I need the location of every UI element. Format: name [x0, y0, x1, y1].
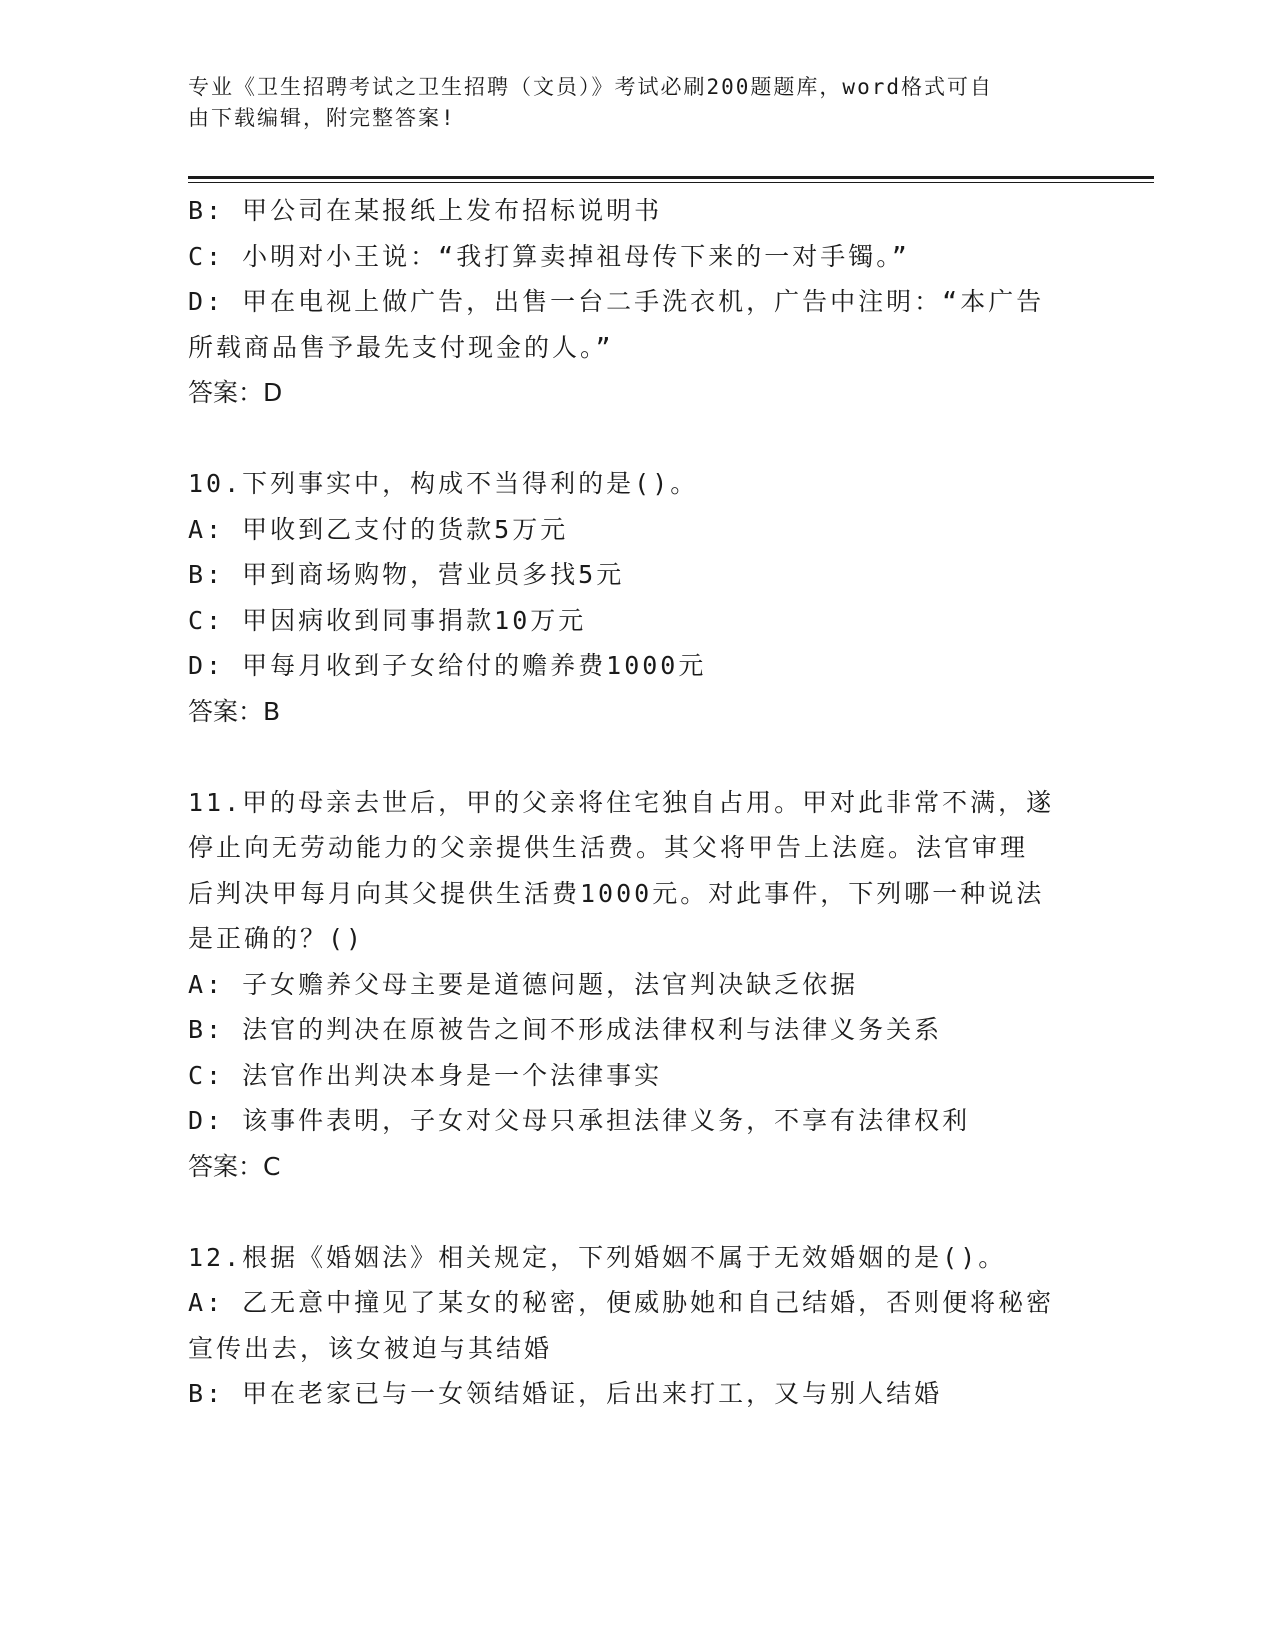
- question-stem: 12.根据《婚姻法》相关规定，下列婚姻不属于无效婚姻的是()。: [188, 1242, 1007, 1272]
- answer-label: 答案：B: [188, 696, 281, 726]
- option-d: D: 该事件表明，子女对父母只承担法律义务，不享有法律权利: [188, 1106, 971, 1135]
- header-line-2: 由下载编辑，附完整答案!: [188, 106, 456, 130]
- option-d-continued: 所载商品售予最先支付现金的人。”: [188, 332, 614, 362]
- spacer: [188, 734, 1068, 780]
- question-stem-continued: 停止向无劳动能力的父亲提供生活费。其父将甲告上法庭。法官审理: [188, 833, 1029, 862]
- option-b: B: 甲到商场购物，营业员多找5元: [188, 560, 625, 589]
- question-stem-continued: 是正确的？(): [188, 924, 365, 953]
- option-b: B: 甲在老家已与一女领结婚证，后出来打工，又与别人结婚: [188, 1379, 943, 1408]
- document-header: [188, 72, 1068, 134]
- option-a: A: 子女赡养父母主要是道德问题，法官判决缺乏依据: [188, 969, 859, 999]
- option-a: A: 甲收到乙支付的货款5万元: [188, 514, 569, 544]
- spacer: [188, 416, 1068, 462]
- header-rule-thick: [188, 176, 1154, 179]
- option-b: B: 法官的判决在原被告之间不形成法律权利与法律义务关系: [188, 1015, 943, 1044]
- question-stem: 10.下列事实中，构成不当得利的是()。: [188, 469, 699, 498]
- question-11: [188, 780, 1068, 1190]
- answer-label: 答案：C: [188, 1151, 281, 1181]
- header-line-1: 专业《卫生招聘考试之卫生招聘（文员）》考试必刷200题题库，word格式可自: [188, 75, 993, 99]
- question-12: [188, 1235, 1068, 1417]
- question-10: [188, 461, 1068, 734]
- answer-label: 答案：D: [188, 378, 283, 407]
- spacer: [188, 1189, 1068, 1235]
- option-d: D: 甲每月收到子女给付的赡养费1000元: [188, 651, 707, 680]
- question-stem-continued: 后判决甲每月向其父提供生活费1000元。对此事件，下列哪一种说法: [188, 878, 1045, 908]
- option-d: D: 甲在电视上做广告，出售一台二手洗衣机，广告中注明：“本广告: [188, 287, 1045, 316]
- option-a-continued: 宣传出去，该女被迫与其结婚: [188, 1333, 553, 1363]
- option-b: B: 甲公司在某报纸上发布招标说明书: [188, 196, 663, 225]
- option-a: A: 乙无意中撞见了某女的秘密，便威胁她和自己结婚，否则便将秘密: [188, 1288, 1055, 1317]
- header-rule-thin: [188, 182, 1154, 183]
- option-c: C: 法官作出判决本身是一个法律事实: [188, 1060, 663, 1090]
- question-stem: 11.甲的母亲去世后，甲的父亲将住宅独自占用。甲对此非常不满，遂: [188, 787, 1055, 817]
- question-9-continued: [188, 188, 1068, 416]
- option-c: C: 小明对小王说：“我打算卖掉祖母传下来的一对手镯。”: [188, 241, 910, 271]
- document-body: [188, 188, 1068, 1417]
- option-c: C: 甲因病收到同事捐款10万元: [188, 605, 587, 635]
